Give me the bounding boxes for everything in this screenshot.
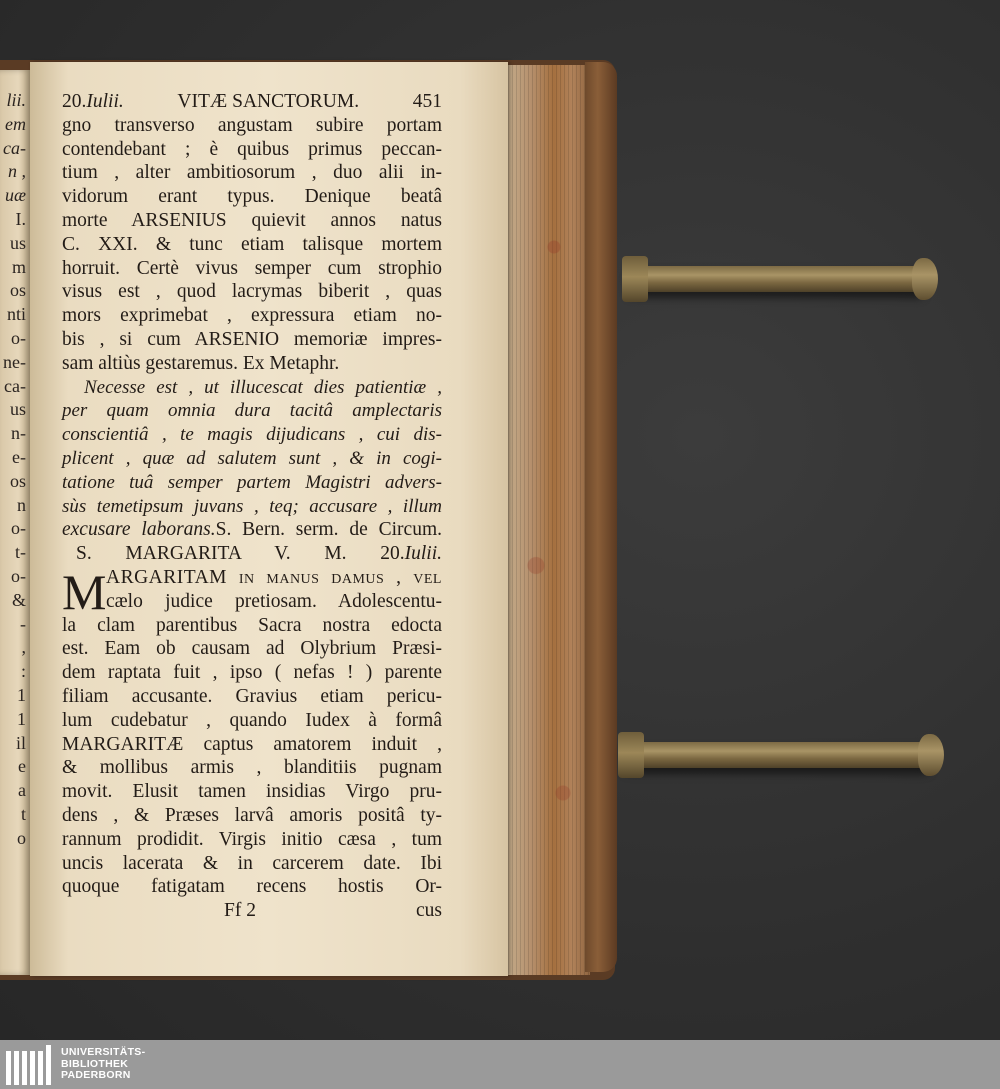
left-page-fragment: o- (11, 566, 26, 586)
left-page-fragment: t (20, 804, 26, 824)
page-fore-edges (500, 65, 590, 975)
text-line: morte ARSENIUS quievit annos natus (62, 209, 442, 231)
left-page-fragment: o- (11, 518, 26, 539)
library-banner (0, 1040, 1000, 1089)
text-line: ARGARITAM in manus damus , vel (106, 566, 442, 588)
text-line: la clam parentibus Sacra nostra edocta (62, 614, 442, 636)
left-page-fragment: lii. (6, 90, 26, 110)
heading-month: Iulii. (404, 543, 443, 565)
left-page-fragment: o (17, 827, 26, 848)
quote-end: excusare laborans. (62, 519, 216, 541)
left-page-fragment: , (21, 637, 26, 658)
running-head (62, 90, 442, 114)
library-logo-icon (6, 1045, 51, 1085)
left-page-fragment: n (17, 494, 26, 515)
quote-citation-line (62, 518, 442, 542)
left-page-fragment: em (5, 113, 26, 134)
left-page-fragment: I. (15, 209, 26, 229)
drop-capital: M (62, 563, 107, 620)
text-line: contendebant ; è quibus primus peccan- (62, 138, 442, 160)
left-page-fragment: e- (12, 447, 26, 467)
library-name-line2: BIBLIOTHEK (61, 1057, 129, 1070)
text-line: lum cudebatur , quando Iudex à formâ (62, 709, 442, 731)
text-line: quoque fatigatam recens hostis Or- (62, 876, 442, 898)
catchword: cus (416, 900, 442, 922)
book-page (30, 62, 508, 976)
cover-edge (585, 62, 617, 972)
text-line: uncis lacerata & in carcerem date. Ibi (62, 852, 442, 874)
page-footer (62, 899, 442, 923)
lower-clasp (624, 742, 930, 768)
text-line: cælo judice pretiosam. Adolescentu- (106, 590, 442, 612)
upper-clasp (628, 266, 924, 292)
saint-heading: S. MARGARITA V. M. (76, 543, 347, 565)
text-line: dem raptata fuit , ipso ( nefas ! ) parente (62, 662, 442, 684)
text-line: visus est , quod lacrymas biberit , quas (62, 281, 442, 303)
left-page-fragment: os (9, 470, 26, 491)
citation: S. Bern. serm. de Circum. (215, 519, 442, 541)
left-page-fragment: 1 (17, 685, 26, 705)
left-page-fragment: uæ (4, 185, 26, 206)
text-line: gno transverso angustam subire portam (62, 114, 442, 136)
heading-date: 20. (380, 543, 405, 565)
left-page-fragment: - (20, 613, 26, 634)
quote-line: plicent , quæ ad salutem sunt , & in cogi- (62, 447, 442, 469)
page-text (62, 90, 442, 923)
head-month: Iulii. (86, 91, 124, 112)
text-line: est. Eam ob causam ad Olybrium Præsi- (62, 638, 442, 660)
left-page-fragment: 1 (17, 708, 26, 729)
text-line: tium , alter ambitiosorum , duo alii in- (62, 162, 442, 184)
text-line: filiam accusante. Gravius etiam pericu- (62, 685, 442, 707)
library-name-line1: UNIVERSITÄTS- (61, 1046, 146, 1059)
left-page-fragment: & (11, 589, 26, 610)
page-number: 451 (412, 91, 442, 112)
quote-line: conscientiâ , te magis dijudicans , cui dis- (62, 424, 442, 446)
library-name (61, 1047, 145, 1082)
left-page-fragment: os (9, 280, 26, 301)
left-page-fragment: t- (15, 542, 26, 563)
text-line: dens , & Præses larvâ amoris positâ ty- (62, 804, 442, 826)
text-line: rannum prodidit. Virgis initio cæsa , tum (62, 828, 442, 850)
text-line: sam altiùs gestaremus. Ex Metaphr. (62, 352, 340, 374)
quote-line: sùs temetipsum juvans , teq; accusare , illum (62, 495, 442, 517)
text-line: horruit. Certè vivus semper cum strophio (62, 257, 442, 279)
left-page-fragment: o- (11, 328, 26, 348)
left-page-fragment: nti (6, 304, 26, 325)
text-line: & mollibus armis , blanditiis pugnam (62, 757, 442, 779)
left-page-fragment: m (11, 256, 26, 277)
left-page-fragment: ne- (3, 351, 26, 372)
previous-page-edge (0, 70, 30, 975)
head-title: VITÆ SANCTORUM. (177, 91, 360, 112)
left-page-fragment: ca- (4, 375, 26, 396)
left-page-fragment: n , (8, 161, 26, 182)
quote-line: per quam omnia dura tacitâ amplectaris (62, 400, 442, 422)
left-page-fragment: ca- (3, 137, 26, 158)
text-line: vidorum erant typus. Denique beatâ (62, 186, 442, 208)
text-line: movit. Elusit tamen insidias Virgo pru- (62, 781, 442, 803)
text-line: C. XXI. & tunc etiam talisque mortem (62, 233, 442, 255)
text-line: MARGARITÆ captus amatorem induit , (62, 733, 442, 755)
library-name-line3: PADERBORN (61, 1069, 131, 1082)
left-page-fragment: e (18, 756, 26, 777)
left-page-fragment: us (9, 232, 26, 253)
left-page-fragment: : (20, 661, 26, 682)
head-date: 20. (62, 91, 87, 112)
left-page-fragment: il (15, 732, 26, 753)
left-page-fragment: a (18, 780, 26, 801)
quote-line: Necesse est , ut illucescat dies patientiæ , (84, 376, 442, 398)
left-page-fragment: n- (11, 423, 26, 444)
section-heading (62, 542, 442, 566)
left-page-fragment: us (9, 399, 26, 420)
quote-line: tatione tuâ semper partem Magistri advers- (62, 471, 442, 493)
text-line: mors exprimebat , expressura etiam no- (62, 305, 442, 327)
text-line: bis , si cum ARSENIO memoriæ impres- (62, 328, 442, 350)
signature-mark: Ff 2 (224, 900, 256, 922)
dropcap-line-2 (62, 590, 442, 614)
